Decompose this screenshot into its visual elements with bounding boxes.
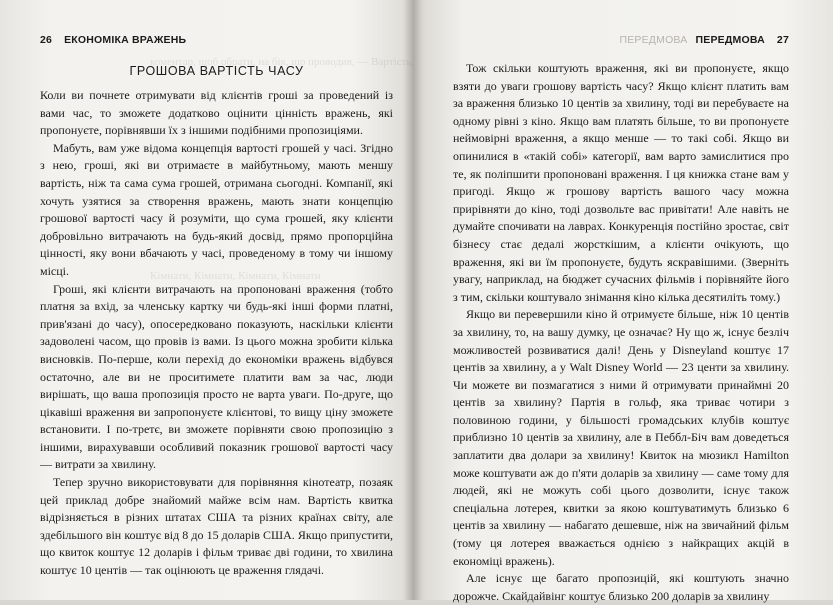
right-running-head: ПЕРЕДМОВА	[695, 34, 765, 46]
paragraph: Мабуть, вам уже відома концепція вартості грошей у часі. Згідно з нею, гроші, які ви отримаєте в майбутньому, мають меншу вартість, ніж та сама сума грошей, отримана сьогодні. Компанії, які хочуть узятися за створення вражень, мають знати концепцію грошової вартості часу й розуміти, що сума грошей, яку клієнти добровільно витрачають на будь-який досвід, прямо пропорційна цінності, яку вони вбачають у часі, проведеному в тому чи іншому місці.	[40, 140, 393, 278]
right-page	[413, 0, 833, 603]
paragraph: Тепер зручно використовувати для порівняння кінотеатр, позаяк цей приклад добре знайомий майже всім нам. Вартість квитка відрізняється в різних штатах США та різних країнах світу, але здебільшого він коштує від 8 до 15 доларів США. Якщо припустити, що квиток коштує 12 доларів і фільм триває дві години, то хвилина коштує 10 центів — так оцінюють це враження глядачі.	[40, 475, 393, 578]
paragraph: Тож скільки коштують враження, які ви пропонуєте, якщо взяти до уваги грошову вартість часу? Якщо клієнт платить вам за враження близько 10 центів за хвилину, тоді ви перебуваєте на одному рівні з кіно. Якщо вам платять більше, то ви пропонуєте неймовірні враження, а якщо менше — то такі собі. Якщо ви опинилися в «такій собі» категорії, вам варто замислитися про те, як поліпшити пропоновані враження. І ця книжка стане вам у пригоді. Якщо ж грошову вартість вашого часу можна прирівняти до кіно, тоді дозвольте вас привітати! Але навіть не думайте спочивати на лаврах. Конкуренція постійно зростає, світ бізнесу стає дедалі жорсткішим, а клієнти очікують, що враження, які ви їм пропонуєте, будуть яскравішими. (Зверніть увагу, наприклад, на бюджет сучасних фільмів і порівняйте його з тим, скільки коштувало знімання кіно кілька десятиліть тому.)	[453, 61, 789, 304]
bleed-through-header: ПЕРЕДМОВА	[619, 34, 688, 46]
section-heading: ГРОШОВА ВАРТІСТЬ ЧАСУ	[129, 64, 304, 78]
left-running-head: ЕКОНОМІКА ВРАЖЕНЬ	[64, 34, 187, 46]
right-body-text	[453, 60, 789, 605]
right-running-header	[453, 34, 789, 50]
bleed-through-text: коментар, щоб обрати, на бік, що проводив, — Вартість, Вартістьк	[150, 56, 463, 68]
paragraph: Але існує ще багато пропозицій, які коштують значно дорожче. Скайдайвінг коштує близько 200 доларів за хвилину	[453, 571, 789, 603]
left-body-text	[40, 87, 393, 580]
paragraph: Гроші, які клієнти витрачають на пропоновані враження (тобто платня за вхід, за членську картку чи будь-які інші форми платні, прив'язані до часу), опосередковано показують, наскільки клієнти задоволені часом, що провів із вами. Із цього можна зробити кілька висновків. По-перше, коли перехід до економіки вражень відбувся остаточно, але ви не проситимете платити вам за час, люди вирішать, що ваша пропозиція просто не варта уваги. По-друге, що цікавіші враження ви запропонуєте клієнтові, то вищу ціну зможете встановити. І по-третє, ви зможете порівняти свою пропозицію з іншими, вирахувавши особливий показник грошової вартості часу — витрати за хвилину.	[40, 281, 393, 472]
bleed-through-text: Кімнати, Кімнати, Кімнати, Кімнати	[150, 270, 321, 282]
paragraph: Коли ви почнете отримувати від клієнтів гроші за проведений із вами час, то зможете додатково оцінити цінність вражень, які пропонуєте, порівнявши їх з іншими подібними пропозиціями.	[40, 88, 393, 138]
left-running-header	[40, 34, 393, 50]
right-page-number: 27	[776, 34, 789, 46]
book-gutter-shadow	[404, 0, 422, 600]
paragraph: Якщо ви перевершили кіно й отримуєте більше, ніж 10 центів за хвилину, то, на вашу думку, це означає? Ну що ж, існує безліч можливостей розвиватися далі! День у Disneyland коштує 17 центів за хвилину, а у Walt Disney World — 23 центи за хвилину. Чи можете ви позмагатися з ними й отримувати принаймні 20 центів за хвилину? Партія в гольф, яка триває чотири з половиною години, у більшості громадських клубів коштує приблизно 10 центів за хвилину, але в Пеббл-Біч вам доведеться заплатити два долари за хвилину! Квиток на мюзикл Hamilton може коштувати аж до п'яти доларів за хвилину — саме тому для людей, які не можуть собі цього дозволити, існує також спеціальна лотерея, квитки за якою коштуватимуть близько 6 центів за хвилину — набагато дешевше, ніж на звичайний фільм (тому ця лотерея вважається однією з найкращих акцій в економіці вражень).	[453, 307, 789, 568]
left-page-number: 26	[40, 34, 53, 46]
